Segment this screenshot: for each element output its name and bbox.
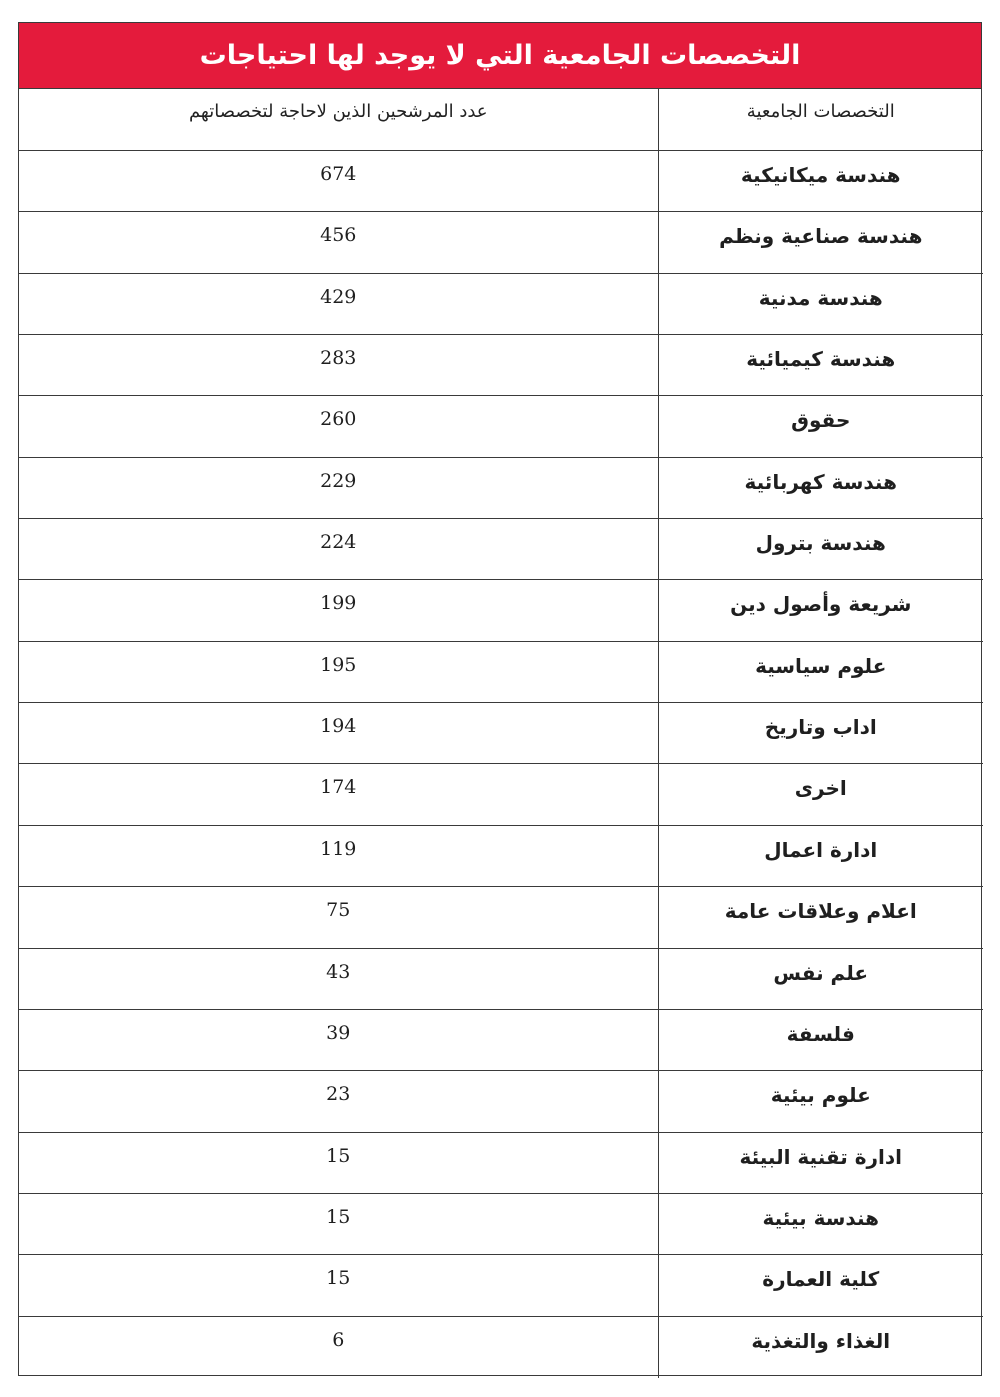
count-cell (19, 948, 658, 1009)
title-bar (19, 23, 981, 89)
table-row (19, 396, 983, 457)
header-row (19, 89, 983, 150)
specialization-name: هندسة بترول (755, 531, 886, 556)
count-value: 75 (326, 899, 351, 922)
specialization-cell (658, 334, 983, 395)
count-cell (19, 1316, 658, 1377)
specialization-name: علم نفس (773, 960, 869, 985)
table-row (19, 641, 983, 702)
count-cell (19, 150, 658, 211)
specialization-name: هندسة بيئية (762, 1205, 879, 1230)
specialization-cell (658, 1009, 983, 1070)
count-value: 283 (320, 346, 357, 369)
count-cell (19, 887, 658, 948)
specializations-table (19, 89, 983, 1378)
count-value: 15 (326, 1144, 351, 1167)
count-value: 174 (320, 776, 357, 799)
count-value: 6 (332, 1328, 345, 1351)
table-row (19, 212, 983, 273)
specialization-cell (658, 1193, 983, 1254)
count-value: 15 (326, 1267, 351, 1290)
table-row (19, 887, 983, 948)
specialization-cell (658, 641, 983, 702)
count-cell (19, 1071, 658, 1132)
table-row (19, 1071, 983, 1132)
table-row (19, 519, 983, 580)
count-cell (19, 396, 658, 457)
specialization-cell (658, 1255, 983, 1316)
specialization-cell (658, 703, 983, 764)
count-cell (19, 764, 658, 825)
specialization-name: علوم بيئية (770, 1083, 871, 1108)
table-row (19, 703, 983, 764)
header-count-label: عدد المرشحين الذين لاحاجة لتخصصاتهم (188, 101, 488, 122)
count-cell (19, 457, 658, 518)
count-cell (19, 1009, 658, 1070)
specialization-name: هندسة مدنية (758, 285, 883, 310)
specialization-cell (658, 1316, 983, 1377)
count-value: 23 (326, 1083, 351, 1106)
specialization-name: هندسة صناعية ونظم (719, 224, 923, 249)
specialization-name: ادارة اعمال (764, 837, 878, 862)
header-cell-specialization (658, 89, 983, 150)
specialization-name: حقوق (791, 408, 851, 433)
count-cell (19, 703, 658, 764)
count-value: 229 (320, 469, 357, 492)
count-value: 15 (326, 1205, 351, 1228)
table-frame (18, 22, 982, 1376)
specialization-cell (658, 457, 983, 518)
count-value: 674 (320, 162, 357, 185)
specialization-cell (658, 948, 983, 1009)
count-cell (19, 641, 658, 702)
specialization-name: كلية العمارة (762, 1267, 880, 1292)
specialization-cell (658, 273, 983, 334)
specialization-cell (658, 580, 983, 641)
table-row (19, 1255, 983, 1316)
specialization-name: اعلام وعلاقات عامة (724, 899, 917, 924)
specialization-name: شريعة وأصول دين (730, 592, 912, 617)
count-value: 194 (320, 715, 357, 738)
count-cell (19, 580, 658, 641)
table-row (19, 334, 983, 395)
specialization-name: الغذاء والتغذية (751, 1328, 891, 1353)
specialization-cell (658, 212, 983, 273)
specialization-cell (658, 396, 983, 457)
table-row (19, 580, 983, 641)
specialization-name: هندسة كيميائية (746, 346, 896, 371)
count-value: 224 (320, 531, 357, 554)
count-value: 43 (326, 960, 351, 983)
table-row (19, 1132, 983, 1193)
table-row (19, 1009, 983, 1070)
table-row (19, 457, 983, 518)
count-cell (19, 1132, 658, 1193)
count-cell (19, 825, 658, 886)
specialization-name: اخرى (794, 776, 847, 801)
count-value: 119 (320, 837, 357, 860)
specialization-name: هندسة كهربائية (744, 469, 897, 494)
count-cell (19, 273, 658, 334)
count-value: 195 (320, 653, 357, 676)
count-cell (19, 1193, 658, 1254)
table-row (19, 150, 983, 211)
specialization-name: اداب وتاريخ (764, 715, 877, 740)
count-cell (19, 519, 658, 580)
table-row (19, 948, 983, 1009)
count-cell (19, 1255, 658, 1316)
specialization-name: ادارة تقنية البيئة (739, 1144, 903, 1169)
specialization-name: فلسفة (786, 1021, 855, 1046)
count-cell (19, 334, 658, 395)
specialization-cell (658, 825, 983, 886)
specialization-cell (658, 764, 983, 825)
table-row (19, 764, 983, 825)
count-value: 199 (320, 592, 357, 615)
specialization-cell (658, 519, 983, 580)
specialization-cell (658, 1132, 983, 1193)
specialization-cell (658, 887, 983, 948)
header-specialization-label: التخصصات الجامعية (746, 101, 895, 122)
count-value: 456 (320, 224, 357, 247)
specialization-cell (658, 150, 983, 211)
header-cell-count (19, 89, 658, 150)
table-row (19, 825, 983, 886)
table-row (19, 273, 983, 334)
specialization-name: علوم سياسية (755, 653, 887, 678)
count-cell (19, 212, 658, 273)
count-value: 39 (326, 1021, 351, 1044)
table-row (19, 1193, 983, 1254)
specialization-cell (658, 1071, 983, 1132)
count-value: 429 (320, 285, 357, 308)
table-row (19, 1316, 983, 1377)
table-title: التخصصات الجامعية التي لا يوجد لها احتياجات (199, 40, 801, 71)
count-value: 260 (320, 408, 357, 431)
specialization-name: هندسة ميكانيكية (740, 162, 901, 187)
